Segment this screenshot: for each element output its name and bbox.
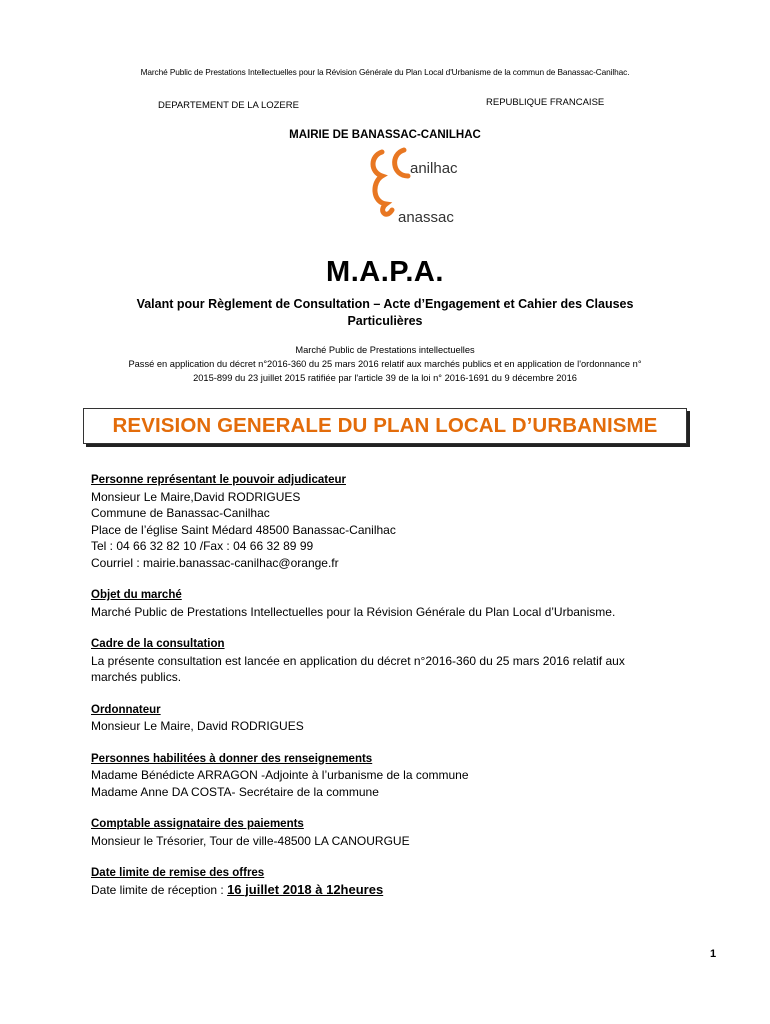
page-number: 1 bbox=[710, 948, 717, 960]
section-line: Place de l’église Saint Médard 48500 Banassac-Canilhac bbox=[91, 522, 396, 537]
department-label: DEPARTEMENT DE LA LOZERE bbox=[158, 100, 299, 111]
document-subtitle bbox=[90, 296, 680, 330]
project-banner: REVISION GENERALE DU PLAN LOCAL D’URBANISME bbox=[83, 408, 687, 444]
section-heading: Cadre de la consultation bbox=[91, 638, 225, 650]
section-line: Madame Bénédicte ARRAGON -Adjointe à l’urbanisme de la commune bbox=[91, 768, 469, 782]
section-heading: Objet du marché bbox=[91, 589, 182, 601]
document-body bbox=[91, 472, 691, 914]
section-line: Commune de Banassac-Canilhac bbox=[91, 506, 270, 520]
section-ordonnateur bbox=[91, 702, 691, 735]
subtitle-line: Valant pour Règlement de Consultation – Acte d’Engagement et Cahier des Clauses bbox=[136, 297, 634, 311]
section-heading: Personne représentant le pouvoir adjudicateur bbox=[91, 474, 346, 486]
deadline-line bbox=[91, 882, 691, 899]
section-heading: Ordonnateur bbox=[91, 703, 161, 716]
legal-basis bbox=[85, 343, 685, 385]
legal-line: Passé en application du décret n°2016-360 du 25 mars 2016 relatif aux marchés publics et en application de l'ordonnance n° bbox=[128, 359, 642, 369]
bc-logo-graphic bbox=[364, 146, 464, 232]
section-heading: Comptable assignataire des paiements bbox=[91, 818, 304, 830]
section-heading: Personnes habilitées à donner des renseignements bbox=[91, 752, 373, 765]
legal-line: Marché Public de Prestations intellectuelles bbox=[295, 345, 475, 355]
section-line: Marché Public de Prestations Intellectuelles pour la Révision Générale du Plan Local d’Urbanisme. bbox=[91, 604, 616, 619]
section-line: Monsieur le Trésorier, Tour de ville-48500 LA CANOURGUE bbox=[91, 833, 410, 848]
mairie-title: MAIRIE DE BANASSAC-CANILHAC bbox=[289, 129, 481, 141]
document-title: M.A.P.A. bbox=[326, 256, 444, 288]
subtitle-line: Particulières bbox=[347, 314, 423, 328]
section-line: Monsieur Le Maire,David RODRIGUES bbox=[91, 489, 301, 504]
legal-line: 2015-899 du 23 juillet 2015 ratifiée par l'article 39 de la loi n° 2016-1691 du 9 décembre 2016 bbox=[193, 373, 577, 383]
section-heading: Date limite de remise des offres bbox=[91, 867, 265, 879]
section-line: Courriel : mairie.banassac-canilhac@orange.fr bbox=[91, 555, 339, 570]
deadline-value: 16 juillet 2018 à 12heures bbox=[227, 881, 384, 897]
deadline-prefix: Date limite de réception : bbox=[91, 882, 228, 897]
section-cadre bbox=[91, 636, 691, 686]
bc-logo-icon bbox=[364, 146, 464, 232]
section-date-limite bbox=[91, 865, 691, 898]
section-line: Tel : 04 66 32 82 10 /Fax : 04 66 32 89 99 bbox=[91, 539, 314, 553]
section-line: Monsieur Le Maire, David RODRIGUES bbox=[91, 719, 304, 733]
section-objet bbox=[91, 587, 691, 620]
section-line: Madame Anne DA COSTA- Secrétaire de la commune bbox=[91, 784, 379, 799]
section-line: La présente consultation est lancée en application du décret n°2016-360 du 25 mars 2016 relatif aux bbox=[91, 653, 625, 668]
section-personnes-habilitees bbox=[91, 751, 691, 801]
logo-bottom-text: anassac bbox=[398, 209, 454, 226]
section-comptable bbox=[91, 816, 691, 849]
document-top-line: Marché Public de Prestations Intellectuelles pour la Révision Générale du Plan Local d'Urbanisme de la commun de Banassac-Canilhac. bbox=[140, 67, 630, 77]
republic-label: REPUBLIQUE FRANCAISE bbox=[486, 97, 605, 108]
logo-top-text: anilhac bbox=[410, 160, 458, 177]
section-pouvoir-adjudicateur bbox=[91, 472, 691, 571]
section-line: marchés publics. bbox=[91, 670, 182, 684]
